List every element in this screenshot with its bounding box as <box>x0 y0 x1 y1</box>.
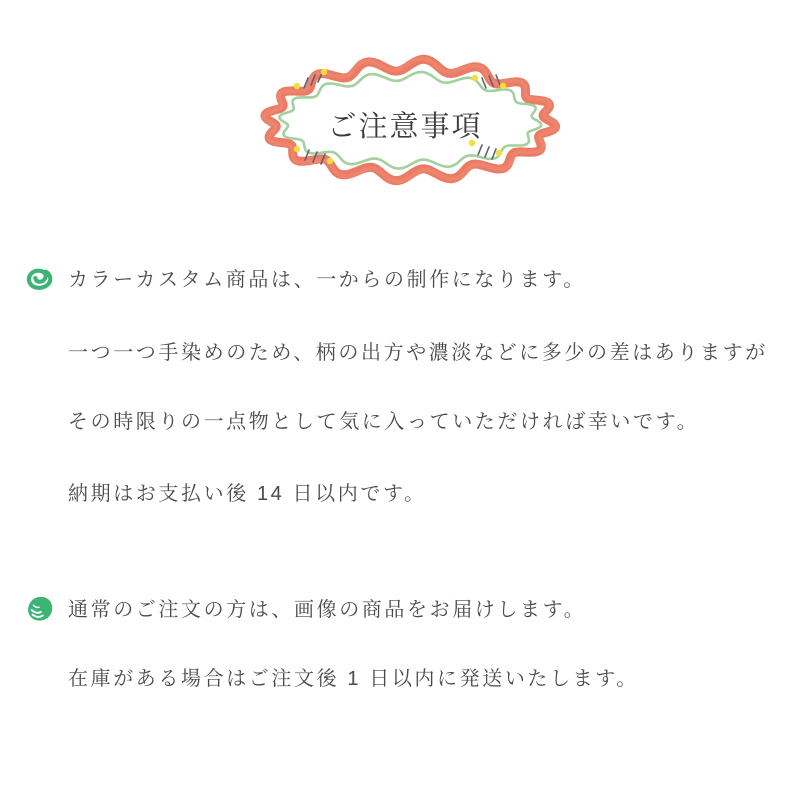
green-scribble-leaf-icon <box>26 594 54 624</box>
notice-text-line: 納期はお支払い後 14 日以内です。 <box>68 483 427 505</box>
notice-text-line: 一つ一つ手染めのため、柄の出方や濃淡などに多少の差はありますが <box>68 342 768 364</box>
page-title: ご注意事項 <box>327 111 483 143</box>
notice-text-line: その時限りの一点物として気に入っていただければ幸いです。 <box>68 411 700 433</box>
green-scribble-ring-icon <box>26 265 54 295</box>
notice-text-line: 在庫がある場合はご注文後 1 日以内に発送いたします。 <box>68 668 639 690</box>
notice-text-line: カラーカスタム商品は、一からの制作になります。 <box>68 269 586 291</box>
notice-text-line: 通常のご注文の方は、画像の商品をお届けします。 <box>68 599 587 621</box>
